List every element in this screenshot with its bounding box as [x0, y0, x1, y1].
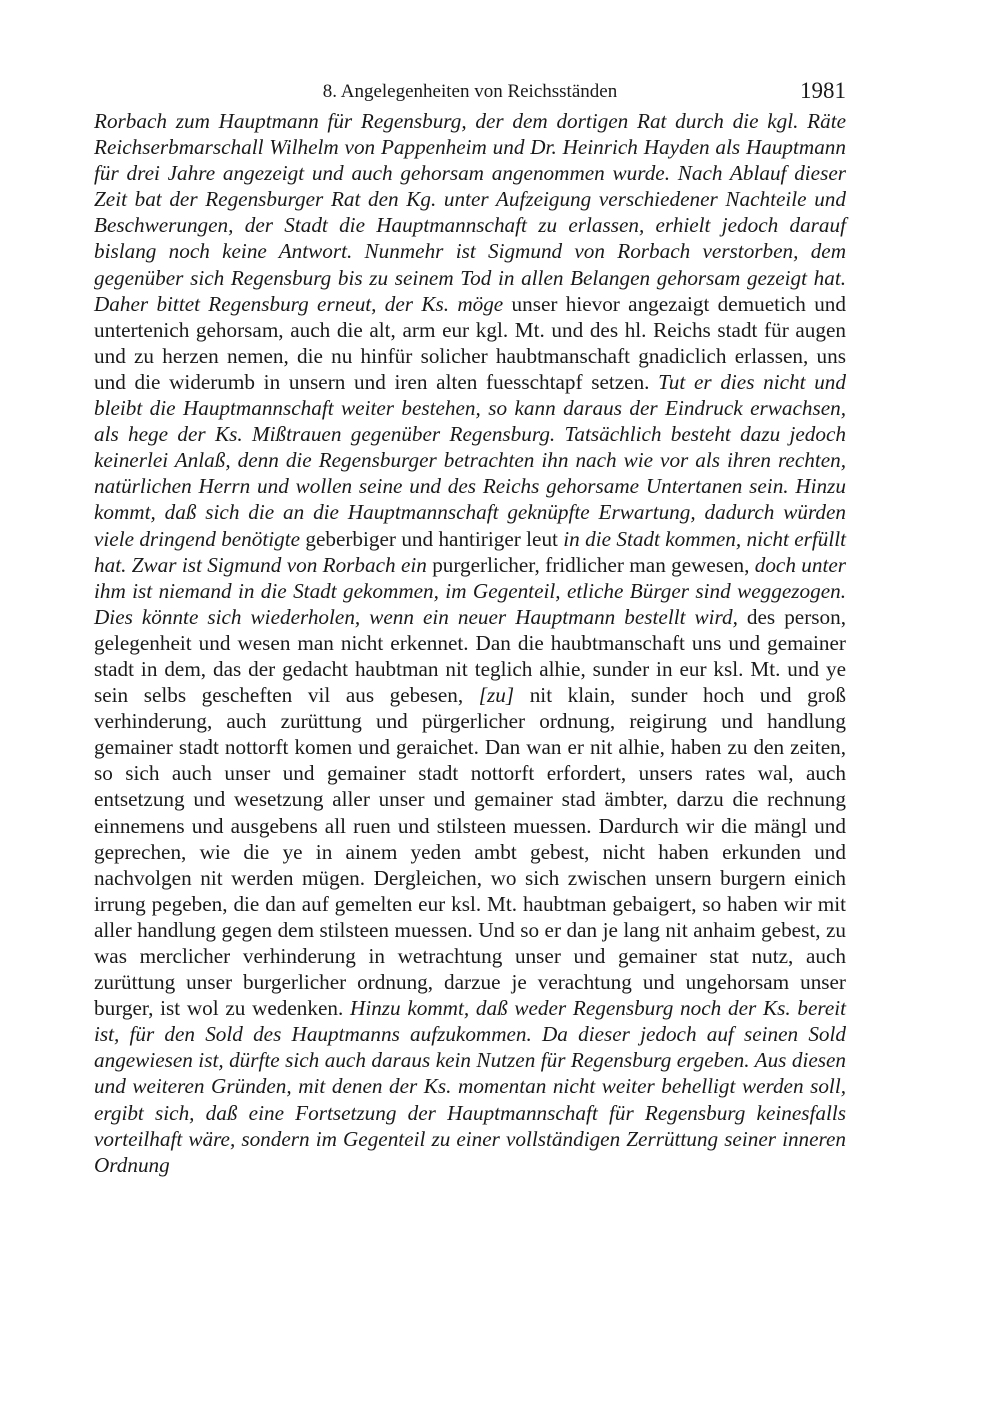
- source-quotation-text: unser hievor angezaigt demuetich und untertenich gehorsam, auch die alt, arm eur kgl. Mt. und des hl. Reichs stadt für augen und zu herzen nemen, die nu hinfür solicher haubtmanschaft gnadiclich erlassen, uns und die widerumb in unsern und iren alten fuesschtapf setzen.: [94, 291, 846, 394]
- body-paragraph: [94, 108, 846, 1178]
- editorial-summary-text: Tut er dies nicht und bleibt die Hauptmannschaft weiter bestehen, so kann daraus der Eindruck erwachsen, als hege der Ks. Mißtrauen gegenüber Regensburg. Tatsächlich besteht dazu jedoch keinerlei Anlaß, denn die Regensburger betrachten ihn nach wie vor als ihren rechten, natürlichen Herrn und wollen seine und des Reichs gehorsame Untertanen sein. Hinzu kommt, daß sich die an die Hauptmannschaft geknüpfte Erwartung, dadurch würden viele dringend benötigte: [94, 369, 846, 551]
- editorial-summary-text: Rorbach zum Hauptmann für Regensburg, der dem dortigen Rat durch die kgl. Räte Reichserbmarschall Wilhelm von Pappenheim und Dr. Heinrich Hayden als Hauptmann für drei Jahre angezeigt und auch gehorsam angenommen wurde. Nach Ablauf dieser Zeit bat der Regensburger Rat den Kg. unter Aufzeigung verschiedener Nachteile und Beschwerungen, der Stadt die Hauptmannschaft zu erlassen, erhielt jedoch darauf bislang noch keine Antwort. Nunmehr ist Sigmund von Rorbach verstorben, dem gegenüber sich Regensburg bis zu seinem Tod in allen Belangen gehorsam gezeigt hat. Daher bittet Regensburg erneut, der Ks. möge: [94, 109, 846, 316]
- editorial-summary-text: in die Stadt kommen, nicht erfüllt hat. Zwar ist Sigmund von Rorbach ein: [94, 526, 846, 577]
- running-head: [94, 78, 846, 108]
- source-quotation-text: nit klain, sunder hoch und groß verhinderung, auch zurüttung und pürgerlicher ordnung, reigirung und handlung gemainer stadt nottorft komen und geraichet. Dan wan er nit alhie, haben zu den zeiten, so sich auch unser und gemainer stadt nottorft erfordert, unsers rates wal, auch entsetzung und wesetzung aller unser und gemainer stad ämbter, darzu die rechnung einnemens und ausgebens all ruen und stilsteen muessen. Dardurch wir die mängl und geprechen, wie die ye in ainem yeden ambt gebest, nicht haben erkunden und nachvolgen nit werden mügen. Dergleichen, wo sich zwischen unsern burgern einich irrung pegeben, die dan auf gemelten eur ksl. Mt. haubtman gebaigert, so haben wir mit aller handlung gegen dem stilsteen muessen. Und so er dan je lang nit anhaim gebest, zu was merclicher verhinderung in wetrachtung unser und gemainer stat nutz, auch zurüttung unser burgerlicher ordnung, darzue je verachtung und ungehorsam unser burger, ist wol zu wedenken.: [94, 683, 846, 1021]
- editorial-summary-text: Hinzu kommt, daß weder Regensburg noch der Ks. bereit ist, für den Sold des Hauptmanns aufzukommen. Da dieser jedoch auf seinen Sold angewiesen ist, dürfte sich auch daraus kein Nutzen für Regensburg ergeben. Aus diesen und weiteren Gründen, mit denen der Ks. momentan nicht weiter behelligt werden soll, ergibt sich, daß eine Fortsetzung der Hauptmannschaft für Regensburg keinesfalls vorteilhaft wäre, sondern im Gegenteil zu einer vollständigen Zerrüttung seiner inneren Ordnung: [94, 996, 846, 1177]
- editorial-summary-text: doch unter ihm ist niemand in die Stadt gekommen, im Gegenteil, etliche Bürger sind weggezogen. Dies könnte sich wiederholen, wenn ein neuer Hauptmann bestellt wird,: [94, 552, 846, 629]
- page-number: 1981: [800, 78, 846, 103]
- source-quotation-text: purgerlicher, fridlicher man gewesen,: [426, 552, 755, 577]
- page-content: [94, 78, 846, 1178]
- editorial-insertion: [zu]: [478, 683, 515, 708]
- running-head-title: 8. Angelegenheiten von Reichsständen: [322, 81, 618, 102]
- source-quotation-text: geberbiger und hantiriger leut: [300, 526, 564, 551]
- source-quotation-text: des person, gelegenheit und wesen man nicht erkennet. Dan die haubtmanschaft uns und gemainer stadt in dem, das der gedacht haubtman nit teglich alhie, sunder in eur ksl. Mt. und ye sein selbs gescheften vil aus gebesen,: [94, 604, 846, 708]
